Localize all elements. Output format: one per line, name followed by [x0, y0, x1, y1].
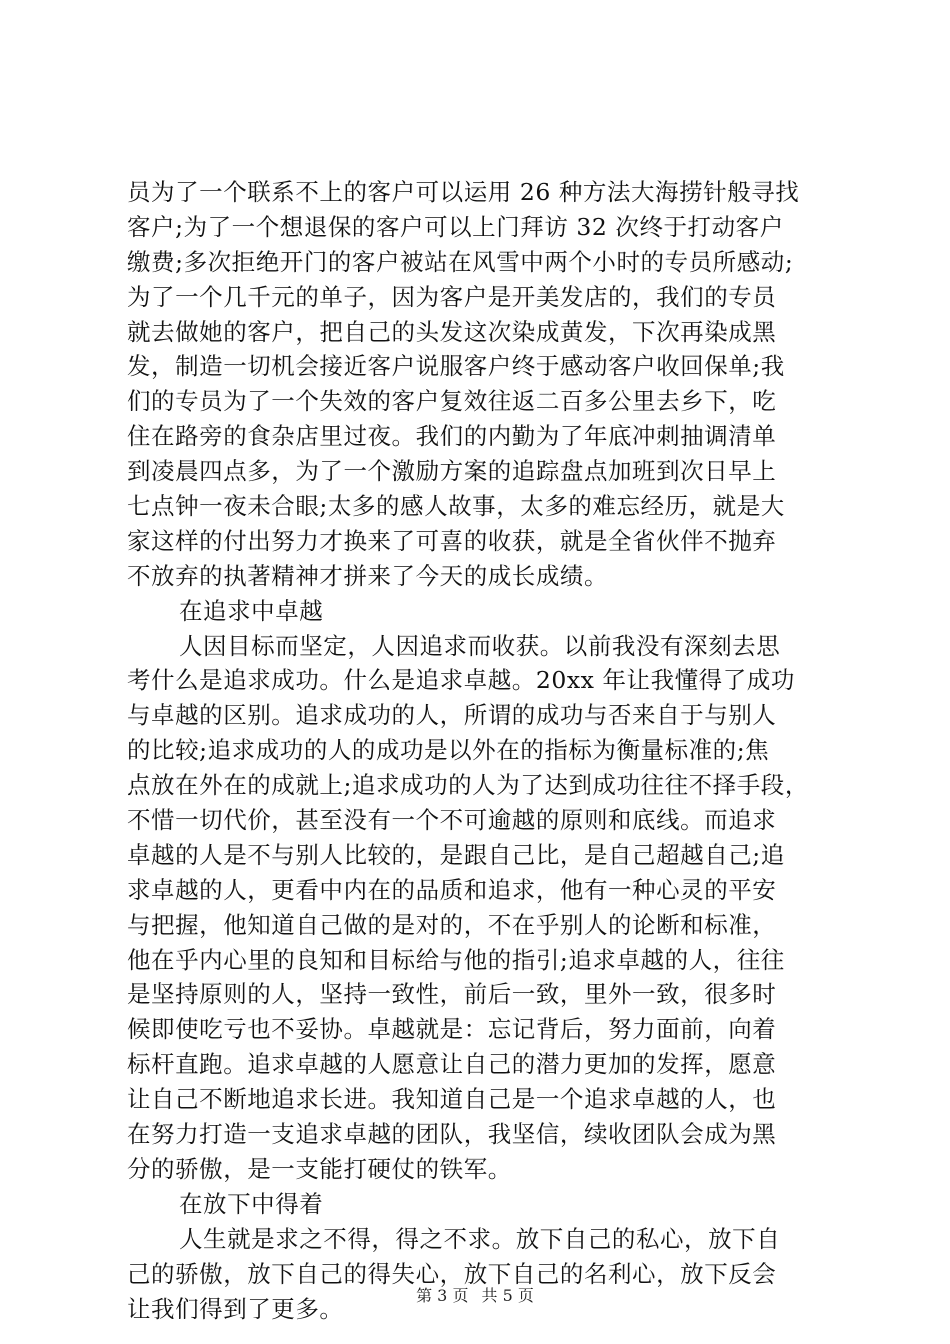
text-line: 让自己不断地追求长进。我知道自己是一个追求卓越的人，也: [127, 1085, 777, 1114]
text-line: 标杆直跑。追求卓越的人愿意让自己的潜力更加的发挥，愿意: [127, 1050, 777, 1079]
section-heading: 在放下中得着: [179, 1189, 324, 1218]
text-line: 的比较;追求成功的人的成功是以外在的指标为衡量标准的;焦: [127, 736, 770, 765]
text-line: 己的骄傲，放下自己的得失心，放下自己的名利心，放下反会: [127, 1259, 777, 1288]
text-line: 分的骄傲，是一支能打硬仗的铁军。: [127, 1154, 512, 1183]
text-line: 住在路旁的食杂店里过夜。我们的内勤为了年底冲刺抽调清单: [127, 422, 777, 451]
text-line: 客户;为了一个想退保的客户可以上门拜访 32 次终于打动客户: [127, 212, 784, 241]
page-total: 共 5 页: [481, 1286, 534, 1305]
text-line: 们的专员为了一个失效的客户复效往返二百多公里去乡下，吃: [127, 387, 777, 416]
text-line: 员为了一个联系不上的客户可以运用 26 种方法大海捞针般寻找: [127, 178, 800, 206]
text-line: 卓越的人是不与别人比较的，是跟自己比，是自己超越自己;追: [127, 840, 785, 869]
text-line: 在努力打造一支追求卓越的团队，我坚信，续收团队会成为黑: [127, 1120, 777, 1149]
paragraph-first-line: 人因目标而坚定，人因追求而收获。以前我没有深刻去思: [179, 631, 781, 660]
text-line: 与卓越的区别。追求成功的人，所谓的成功与否来自于与别人: [127, 701, 777, 730]
text-line: 与把握，他知道自己做的是对的，不在乎别人的论断和标准，: [127, 910, 777, 939]
text-line: 发，制造一切机会接近客户说服客户终于感动客户收回保单;我: [127, 352, 785, 381]
text-line: 到凌晨四点多，为了一个激励方案的追踪盘点加班到次日早上: [127, 457, 777, 486]
text-line: 缴费;多次拒绝开门的客户被站在风雪中两个小时的专员所感动;: [127, 247, 794, 276]
text-line: 让我们得到了更多。: [127, 1294, 344, 1323]
text-line: 不惜一切代价，甚至没有一个不可逾越的原则和底线。而追求: [127, 806, 777, 835]
text-line: 七点钟一夜未合眼;太多的感人故事，太多的难忘经历，就是大: [127, 492, 785, 521]
paragraph-first-line: 人生就是求之不得，得之不求。放下自己的私心，放下自: [179, 1224, 781, 1253]
text-line: 点放在外在的成就上;追求成功的人为了达到成功往往不择手段，: [127, 771, 809, 800]
page-footer: [0, 1283, 950, 1306]
text-line: 家这样的付出努力才换来了可喜的收获，就是全省伙伴不抛弃: [127, 526, 777, 555]
text-line: 是坚持原则的人，坚持一致性，前后一致，里外一致，很多时: [127, 980, 777, 1009]
text-line: 候即使吃亏也不妥协。卓越就是：忘记背后，努力面前，向着: [127, 1015, 777, 1044]
text-line: 不放弃的执著精神才拼来了今天的成长成绩。: [127, 561, 608, 590]
page-number: 第 3 页: [416, 1286, 469, 1305]
text-line: 就去做她的客户，把自己的头发这次染成黄发，下次再染成黑: [127, 317, 777, 346]
text-line: 考什么是追求成功。什么是追求卓越。20xx 年让我懂得了成功: [127, 666, 795, 695]
section-heading: 在追求中卓越: [179, 596, 324, 625]
text-line: 为了一个几千元的单子，因为客户是开美发店的，我们的专员: [127, 282, 777, 311]
text-line: 他在乎内心里的良知和目标给与他的指引;追求卓越的人，往往: [127, 945, 785, 974]
text-line: 求卓越的人，更看中内在的品质和追求，他有一种心灵的平安: [127, 875, 777, 904]
document-body: [127, 175, 842, 1326]
